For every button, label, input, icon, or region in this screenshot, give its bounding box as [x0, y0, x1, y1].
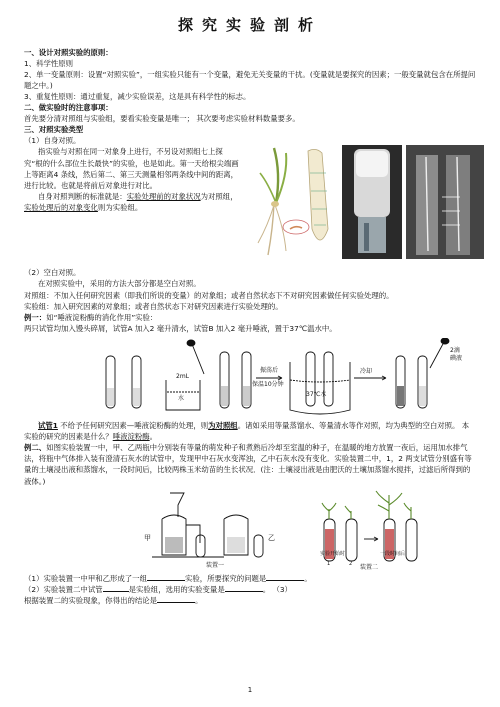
principle-1: 1、科学性原则	[24, 58, 74, 68]
answer-blank-5[interactable]	[157, 595, 195, 603]
example1-title: 例一：如“唾液淀粉酶的消化作用”实验：	[24, 312, 158, 322]
root-and-tube-photos	[246, 143, 496, 261]
section3-heading: 三、对照实验类型	[24, 125, 84, 135]
section2-heading: 二、做实验时的注意事项：	[24, 103, 113, 113]
blank-control-desc: 在对照实验中，采用的方法大部分都是空白对照。	[38, 279, 201, 289]
answer-blank-2[interactable]	[266, 573, 304, 581]
section1-heading: 一、设计对照实验的原则：	[24, 47, 113, 57]
page-title: 探究实验剖析	[177, 16, 322, 34]
self-control-desc: 指实验与对照在同一对象身上进行，不另设对照组七上探究“根的什么部位生长最快”的实验，也是如此。第一天给根尖端画上等距离4 条线，然后第二、第三天测量相邻两条线中间的距离，进行比较。也就是将前后对象进行对比。	[24, 147, 239, 190]
notes-line: 首先要分清对照组与实验组，要看实验变量是唯一； 其次要考虑实验材料数量要多。	[24, 114, 300, 124]
label-tube-2: 2	[349, 560, 353, 567]
label-yi: 乙	[268, 533, 275, 542]
label-later: 一段时间后	[380, 550, 406, 557]
root-tip-magnified	[283, 150, 328, 241]
page-number: 1	[247, 685, 253, 694]
answer-blank-1[interactable]	[147, 573, 185, 581]
answer-blank-3[interactable]	[103, 584, 129, 592]
label-keep-warm: 保温10分钟	[252, 381, 284, 389]
label-device-1: 装置一	[206, 561, 225, 569]
principle-2: 2、单一变量原则：设置“对照实验”，一组实验只能有一个变量，避免无关变量的干扰。(变量就是要探究的因素；一般变量就包含在所提问题之中。)	[24, 69, 476, 90]
experimental-group-definition: 实验组：加入研究因素的对象组；或者自然状态下对研究因素进行实验处理的。	[24, 301, 283, 311]
principle-3: 3、重复性原则：通过重复，减少实验误差，这是具有科学性的标志。	[24, 91, 251, 101]
label-tube-1: 1	[327, 560, 331, 567]
example1-analysis: 试管1 不给予任何研究因素—唾液淀粉酶的处理，则为对照组。诸如采用等量蒸馏水、等量清水等作对照，均为典型的空白对照。 本实验的研究的因素是什么？唾液淀粉酶。	[24, 421, 470, 442]
label-water: 水	[178, 395, 185, 403]
seedling-illustration	[258, 148, 286, 255]
question-2: （2）实验装置二中试管 是实验组，选用的实验变量是 。 （3）	[24, 584, 292, 594]
blank-control-subheading: （2）空白对照。	[24, 268, 81, 278]
label-cool: 冷却	[360, 368, 373, 376]
self-control-criterion: 自身对照判断的标准就是：实验处理前的对象状况为对照组，实验处理后的对象变化则为实验组。	[24, 191, 238, 213]
label-jia: 甲	[144, 533, 151, 542]
control-group-definition: 对照组：不加入任何研究因素（即我们所说的变量）的对象组；或者自然状态下不对研究因素做任何实验处理的。	[24, 290, 394, 300]
label-2ml: 2mL	[176, 373, 190, 381]
amylase-experiment-diagram	[24, 338, 476, 418]
seed-and-seedling-diagram	[24, 489, 476, 571]
question-3: 根据装置二的实验现象，你得出的结论是 。	[24, 595, 203, 605]
label-iodine: 碘液	[450, 355, 463, 363]
label-shake: 振荡后	[260, 367, 279, 375]
answer-blank-4[interactable]	[225, 584, 263, 592]
label-37c: 37℃水	[306, 391, 327, 399]
question-1: （1）实验装置一中甲和乙形成了一组 实验，所要探究的问题是 。	[24, 573, 312, 583]
label-start: 实验开始时	[320, 550, 346, 557]
label-device-2: 装置二	[360, 563, 379, 571]
self-control-subheading: （1）自身对照。	[24, 136, 81, 146]
self-control-block	[24, 135, 476, 267]
example1-text: 两只试管均加入馒头碎屑，试管A 加入2 毫升清水，试管B 加入2 毫升唾液，置于37℃温水中。	[24, 323, 337, 333]
label-2-drops: 2滴	[450, 347, 460, 355]
example2-text: 例二、如图实验装置一中，甲、乙两瓶中分别装有等量的萌发种子和煮熟后冷却至室温的种子，在温暖的地方放置一夜后，运用加水排气法，将瓶中气体排入装有澄清石灰水的试管中，发现甲中石灰水变浑浊，乙中石灰水没有变化．实验装置二中，1，2 两支试管分别盛有等量的土壤浸出液和蒸馏水，一段时间后，比较两株玉米幼苗的生长状况．(注：土壤浸出液是由肥沃的土壤加蒸馏水搅拌，过滤后所得到的液体。)	[24, 443, 472, 486]
